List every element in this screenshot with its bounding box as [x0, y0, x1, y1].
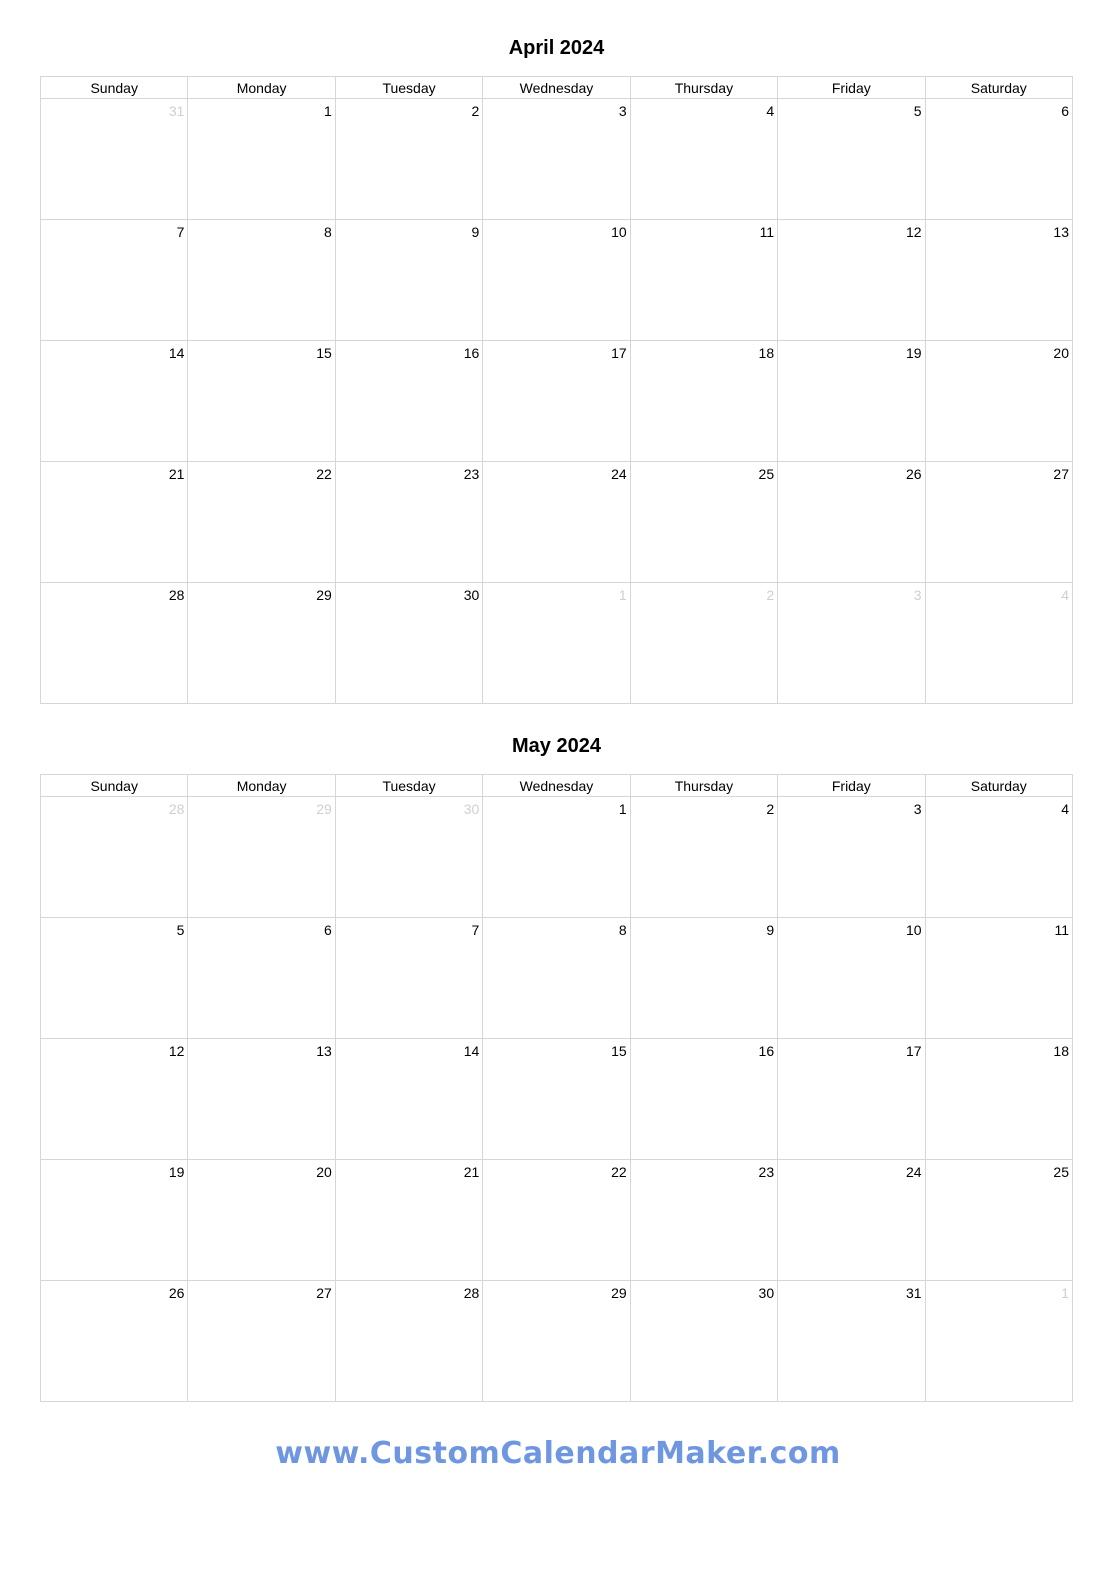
day-cell[interactable]	[483, 99, 630, 220]
day-cell[interactable]	[778, 220, 925, 341]
week-row	[41, 99, 1073, 220]
weekday-header-thursday: Thursday	[630, 775, 777, 797]
day-cell[interactable]	[335, 1160, 482, 1281]
day-number: 17	[611, 345, 627, 361]
day-cell[interactable]	[188, 583, 335, 704]
day-number: 28	[168, 587, 185, 603]
day-number: 11	[1054, 922, 1069, 938]
day-number: 6	[324, 922, 332, 938]
day-cell[interactable]	[483, 220, 630, 341]
day-cell[interactable]	[483, 1281, 630, 1402]
day-cell[interactable]	[778, 1281, 925, 1402]
day-cell[interactable]	[335, 1039, 482, 1160]
week-row	[41, 1039, 1073, 1160]
adjacent-month-day-number: 1	[618, 587, 627, 603]
day-number: 7	[176, 224, 185, 240]
weekday-header-sunday: Sunday	[41, 775, 188, 797]
day-cell[interactable]	[483, 1039, 630, 1160]
weekday-header-friday: Friday	[778, 77, 925, 99]
day-cell[interactable]	[41, 1039, 188, 1160]
day-cell[interactable]	[630, 99, 777, 220]
day-number: 27	[316, 1285, 332, 1301]
day-cell[interactable]	[778, 797, 925, 918]
day-number: 13	[316, 1043, 332, 1059]
adjacent-month-day-number: 1	[1061, 1285, 1069, 1301]
day-number: 24	[611, 466, 627, 482]
day-cell[interactable]	[335, 220, 482, 341]
day-cell[interactable]	[630, 1039, 777, 1160]
day-number: 3	[618, 103, 627, 119]
day-number: 9	[471, 224, 480, 240]
adjacent-month-day-number: 31	[168, 103, 185, 119]
weekday-header-tuesday: Tuesday	[335, 77, 482, 99]
day-cell[interactable]	[483, 1160, 630, 1281]
weekday-header-row	[41, 77, 1073, 99]
week-row	[41, 583, 1073, 704]
day-cell[interactable]	[630, 341, 777, 462]
weekday-header-wednesday: Wednesday	[483, 775, 630, 797]
day-number: 10	[905, 922, 922, 938]
day-number: 2	[471, 103, 480, 119]
weekday-header-saturday: Saturday	[925, 775, 1072, 797]
day-cell[interactable]	[335, 341, 482, 462]
day-cell[interactable]	[41, 99, 188, 220]
day-cell[interactable]	[188, 1281, 335, 1402]
day-cell[interactable]	[925, 1039, 1072, 1160]
day-number: 24	[905, 1164, 922, 1180]
day-number: 19	[168, 1164, 185, 1180]
day-number: 16	[463, 345, 480, 361]
day-cell[interactable]	[778, 1160, 925, 1281]
day-cell[interactable]	[925, 1281, 1072, 1402]
weekday-header-monday: Monday	[188, 775, 335, 797]
weekday-header-saturday: Saturday	[925, 77, 1072, 99]
weekday-header-sunday: Sunday	[41, 77, 188, 99]
day-number: 31	[905, 1285, 922, 1301]
month-title: April 2024	[508, 37, 605, 59]
day-number: 27	[1053, 466, 1069, 482]
day-number: 8	[324, 224, 332, 240]
weekday-header-friday: Friday	[778, 775, 925, 797]
day-number: 11	[759, 224, 775, 240]
day-number: 8	[618, 922, 627, 938]
day-number: 21	[168, 466, 185, 482]
day-number: 1	[618, 801, 627, 817]
adjacent-month-day-number: 2	[766, 587, 775, 603]
adjacent-month-day-number: 30	[463, 801, 480, 817]
day-cell[interactable]	[188, 462, 335, 583]
day-cell[interactable]	[630, 462, 777, 583]
day-number: 23	[758, 1164, 775, 1180]
day-cell[interactable]	[335, 462, 482, 583]
day-number: 29	[316, 587, 332, 603]
day-cell[interactable]	[188, 220, 335, 341]
day-number: 12	[168, 1043, 185, 1059]
day-number: 5	[176, 922, 185, 938]
day-number: 30	[758, 1285, 775, 1301]
day-number: 7	[471, 922, 480, 938]
day-number: 16	[758, 1043, 775, 1059]
day-number: 19	[905, 345, 922, 361]
week-row	[41, 797, 1073, 918]
day-cell[interactable]	[483, 341, 630, 462]
day-number: 12	[905, 224, 922, 240]
week-row	[41, 462, 1073, 583]
day-cell[interactable]	[41, 1160, 188, 1281]
day-cell[interactable]	[41, 1281, 188, 1402]
day-number: 28	[463, 1285, 480, 1301]
weekday-header-row	[41, 775, 1073, 797]
weekday-header-monday: Monday	[188, 77, 335, 99]
day-cell[interactable]	[630, 1160, 777, 1281]
day-cell[interactable]	[41, 797, 188, 918]
adjacent-month-day-number: 4	[1061, 587, 1069, 603]
week-row	[41, 341, 1073, 462]
day-number: 9	[766, 922, 775, 938]
day-cell[interactable]	[630, 583, 777, 704]
day-number: 23	[463, 466, 480, 482]
day-number: 15	[611, 1043, 627, 1059]
day-number: 30	[463, 587, 480, 603]
week-row	[41, 918, 1073, 1039]
day-number: 26	[905, 466, 922, 482]
day-number: 2	[766, 801, 775, 817]
day-cell[interactable]	[188, 1160, 335, 1281]
day-cell[interactable]	[41, 341, 188, 462]
day-number: 5	[913, 103, 922, 119]
day-cell[interactable]	[41, 583, 188, 704]
day-cell[interactable]	[335, 99, 482, 220]
day-cell[interactable]	[41, 220, 188, 341]
weekday-header-wednesday: Wednesday	[483, 77, 630, 99]
day-cell[interactable]	[483, 797, 630, 918]
day-number: 3	[913, 801, 922, 817]
day-number: 10	[611, 224, 627, 240]
day-number: 14	[168, 345, 185, 361]
day-number: 1	[324, 103, 332, 119]
website-footer-link[interactable]: www.CustomCalendarMaker.com	[275, 1436, 841, 1471]
day-number: 18	[1053, 1043, 1069, 1059]
day-cell[interactable]	[483, 583, 630, 704]
adjacent-month-day-number: 28	[168, 801, 185, 817]
day-number: 26	[168, 1285, 185, 1301]
day-cell[interactable]	[335, 1281, 482, 1402]
day-cell[interactable]	[41, 462, 188, 583]
day-cell[interactable]	[335, 583, 482, 704]
day-cell[interactable]	[630, 220, 777, 341]
day-cell[interactable]	[778, 583, 925, 704]
day-cell[interactable]	[188, 797, 335, 918]
day-cell[interactable]	[925, 1160, 1072, 1281]
day-cell[interactable]	[925, 462, 1072, 583]
adjacent-month-day-number: 3	[913, 587, 922, 603]
day-cell[interactable]	[335, 918, 482, 1039]
day-cell[interactable]	[335, 797, 482, 918]
day-cell[interactable]	[778, 918, 925, 1039]
day-number: 25	[758, 466, 775, 482]
day-cell[interactable]	[778, 462, 925, 583]
day-cell[interactable]	[630, 1281, 777, 1402]
day-number: 14	[463, 1043, 480, 1059]
day-cell[interactable]	[925, 341, 1072, 462]
calendar-grid	[40, 774, 1073, 1402]
day-cell[interactable]	[41, 918, 188, 1039]
day-number: 20	[1053, 345, 1069, 361]
weekday-header-thursday: Thursday	[630, 77, 777, 99]
day-number: 4	[766, 103, 775, 119]
day-number: 17	[905, 1043, 922, 1059]
day-cell[interactable]	[630, 918, 777, 1039]
month-title: May 2024	[512, 735, 601, 757]
day-number: 18	[758, 345, 775, 361]
day-number: 13	[1053, 224, 1069, 240]
day-number: 15	[316, 345, 332, 361]
day-number: 21	[463, 1164, 480, 1180]
day-cell[interactable]	[925, 797, 1072, 918]
day-number: 4	[1061, 801, 1069, 817]
day-cell[interactable]	[188, 341, 335, 462]
week-row	[41, 1160, 1073, 1281]
day-number: 29	[611, 1285, 627, 1301]
day-cell[interactable]	[778, 1039, 925, 1160]
week-row	[41, 1281, 1073, 1402]
day-number: 25	[1053, 1164, 1069, 1180]
day-cell[interactable]	[483, 462, 630, 583]
day-cell[interactable]	[778, 99, 925, 220]
day-number: 20	[316, 1164, 332, 1180]
day-cell[interactable]	[188, 918, 335, 1039]
day-number: 22	[611, 1164, 627, 1180]
day-cell[interactable]	[925, 99, 1072, 220]
day-cell[interactable]	[925, 918, 1072, 1039]
day-cell[interactable]	[630, 797, 777, 918]
day-cell[interactable]	[925, 583, 1072, 704]
day-cell[interactable]	[778, 341, 925, 462]
week-row	[41, 220, 1073, 341]
day-cell[interactable]	[188, 99, 335, 220]
weekday-header-tuesday: Tuesday	[335, 775, 482, 797]
day-cell[interactable]	[483, 918, 630, 1039]
day-cell[interactable]	[188, 1039, 335, 1160]
adjacent-month-day-number: 29	[316, 801, 332, 817]
day-number: 22	[316, 466, 332, 482]
day-number: 6	[1061, 103, 1069, 119]
day-cell[interactable]	[925, 220, 1072, 341]
calendar-grid	[40, 76, 1073, 704]
